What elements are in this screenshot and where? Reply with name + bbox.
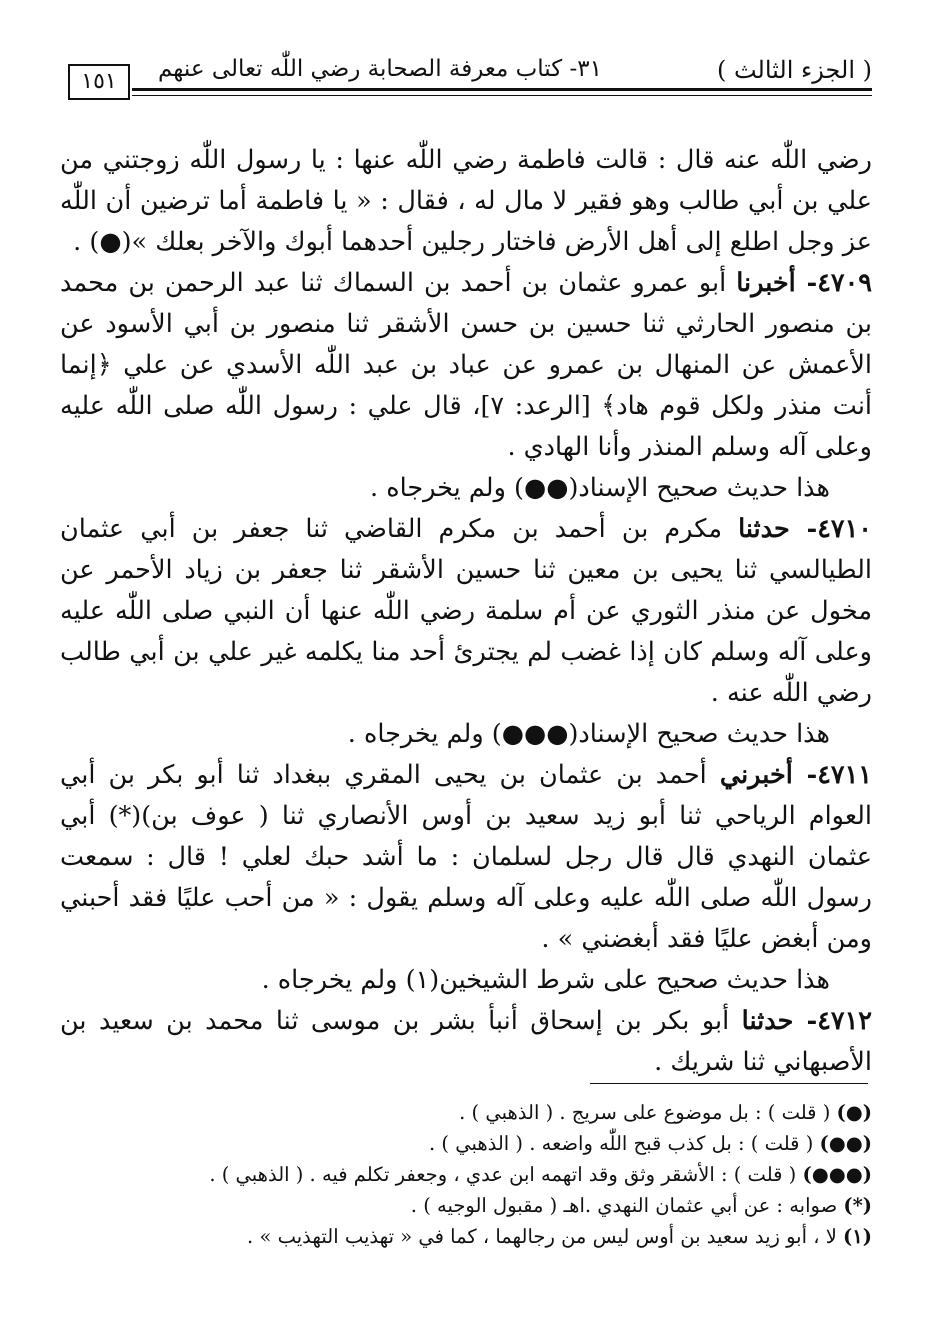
footnote-mark: (●●) bbox=[819, 1132, 872, 1155]
paragraph-continuation bbox=[60, 140, 872, 263]
footnote bbox=[120, 1190, 872, 1221]
footnote bbox=[120, 1097, 872, 1128]
hadith-text: أحمد بن عثمان بن يحيى المقري ببغداد ثنا أبو بكر بن أبي العوام الرياحي ثنا أبو زيد سعيد بن أوس الأنصاري ثنا ( عوف بن)(*) أبي عثمان النهدي قال قال رجل لسلمان : ما أشد حبك لعلي ! قال : سمعت رسول اللّٰه صلى اللّٰه عليه وعلى آله وسلم يقول : « من أحب عليًا فقد أحبني ومن أبغض عليًا فقد أبغضني » . bbox=[60, 760, 872, 954]
footnote bbox=[120, 1221, 872, 1252]
footnote-mark: (*) bbox=[843, 1194, 872, 1217]
footnote-text: صوابه : عن أبي عثمان النهدي .اهـ ( مقبول الوجيه ) . bbox=[410, 1194, 838, 1217]
footnotes bbox=[120, 1097, 872, 1252]
volume-label: ( الجزء الثالث ) bbox=[716, 56, 872, 84]
footnote-text: ( قلت ) : بل موضوع على سريج . ( الذهبي ) . bbox=[459, 1101, 831, 1124]
hadith-4712 bbox=[60, 1001, 872, 1083]
hadith-verdict: هذا حديث صحيح الإسناد(●●●) ولم يخرجاه . bbox=[347, 719, 830, 749]
footnote-text: ( قلت ) : بل كذب قبح اللّٰه واضعه . ( الذهبي ) . bbox=[429, 1132, 814, 1155]
header-rule-thick bbox=[132, 88, 872, 91]
paragraph-text: رضي اللّٰه عنه قال : قالت فاطمة رضي اللّٰه عنها : يا رسول اللّٰه زوجتني من علي بن أبي طالب وهو فقير لا مال له ، فقال : « يا فاطمة أما ترضين أن اللّٰه عز وجل اطلع إلى أهل الأرض فاختار رجلين أحدهما أبوك والآخر بعلك »(●) . bbox=[60, 145, 872, 257]
hadith-4709 bbox=[60, 263, 872, 468]
header-rule-thin bbox=[132, 95, 872, 96]
hadith-4711 bbox=[60, 755, 872, 960]
main-text bbox=[60, 140, 872, 1083]
hadith-verdict: هذا حديث صحيح الإسناد(●●) ولم يخرجاه . bbox=[370, 473, 830, 503]
hadith-number: ٤٧٠٩- أخبرنا bbox=[736, 268, 872, 298]
footnote-mark: (١) bbox=[843, 1225, 872, 1248]
footnote-text: لا ، أبو زيد سعيد بن أوس ليس من رجالهما ، كما في « تهذيب التهذيب » . bbox=[247, 1225, 837, 1248]
chapter-title: ٣١- كتاب معرفة الصحابة رضي اللّٰه تعالى عنهم bbox=[158, 56, 602, 82]
hadith-number: ٤٧١٠- حدثنا bbox=[738, 514, 873, 544]
hadith-number: ٤٧١١- أخبرني bbox=[719, 760, 872, 790]
hadith-number: ٤٧١٢- حدثنا bbox=[741, 1006, 872, 1036]
hadith-verdict: هذا حديث صحيح على شرط الشيخين(١) ولم يخرجاه . bbox=[261, 965, 830, 995]
footnote bbox=[120, 1128, 872, 1159]
footnote-mark: (●) bbox=[836, 1101, 872, 1124]
page-number: ١٥١ bbox=[68, 64, 130, 100]
footnote-text: ( قلت ) : الأشقر وثق وقد اتهمه ابن عدي ، وجعفر تكلم فيه . ( الذهبي ) . bbox=[209, 1163, 797, 1186]
footnote-separator bbox=[590, 1083, 868, 1084]
footnote bbox=[120, 1159, 872, 1190]
hadith-4710 bbox=[60, 509, 872, 714]
running-header bbox=[62, 48, 872, 104]
hadith-text: أبو عمرو عثمان بن أحمد بن السماك ثنا عبد الرحمن بن محمد بن منصور الحارثي ثنا حسين بن حسن الأشقر ثنا منصور بن أبي الأسود عن الأعمش عن المنهال بن عمرو عن عباد بن عبد اللّٰه الأسدي عن علي ﴿إنما أنت منذر ولكل قوم هاد﴾ [الرعد: ٧]، قال علي : رسول اللّٰه صلى اللّٰه عليه وعلى آله وسلم المنذر وأنا الهادي . bbox=[60, 268, 872, 462]
footnote-mark: (●●●) bbox=[802, 1163, 872, 1186]
hadith-text: أبو بكر بن إسحاق أنبأ بشر بن موسى ثنا محمد بن سعيد بن الأصبهاني ثنا شريك . bbox=[60, 1006, 872, 1077]
hadith-text: مكرم بن أحمد بن مكرم القاضي ثنا جعفر بن أبي عثمان الطيالسي ثنا يحيى بن معين ثنا حسين الأشقر ثنا جعفر بن زياد الأحمر عن مخول عن منذر الثوري عن أم سلمة رضي اللّٰه عنها أن النبي صلى اللّٰه عليه وعلى آله وسلم كان إذا غضب لم يجترئ أحد منا يكلمه غير علي بن أبي طالب رضي اللّٰه عنه . bbox=[60, 514, 872, 708]
